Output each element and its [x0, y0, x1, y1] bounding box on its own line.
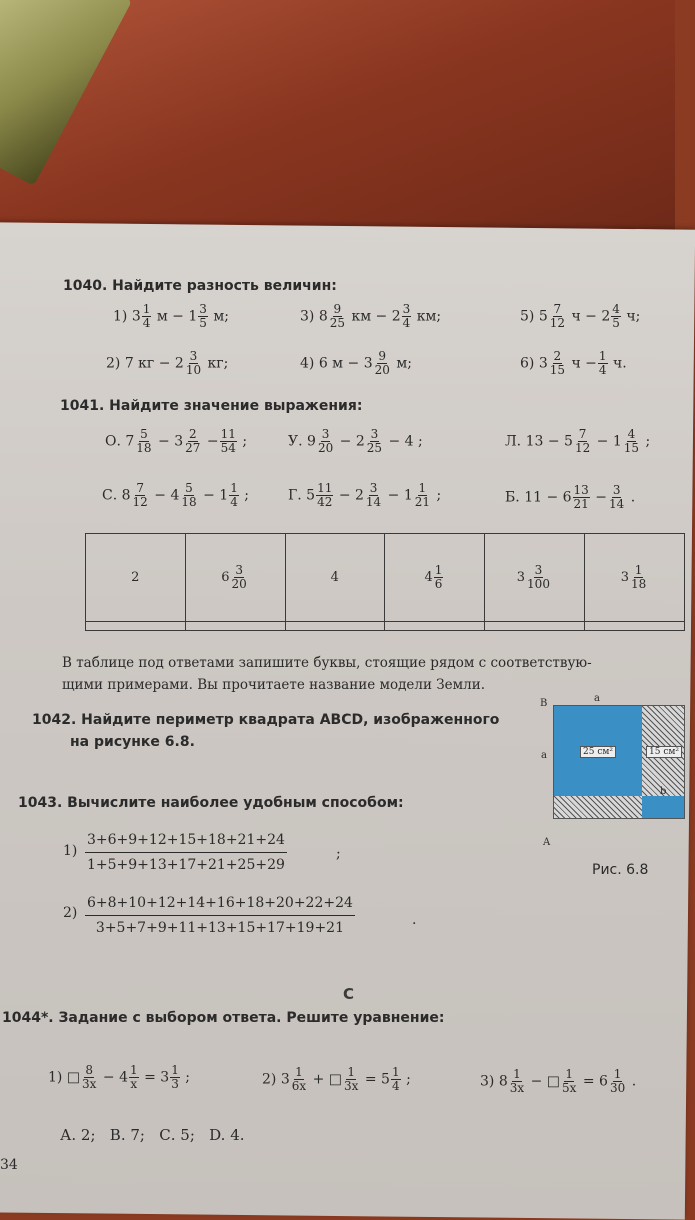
letter-row [86, 622, 685, 631]
task-1042-line-2: на рисунке 6.8. [70, 734, 195, 750]
area-label-small: 15 см² [646, 746, 682, 758]
letter-cell [86, 622, 186, 631]
task-1044-eq-2: 2) 3 $\frac{1}{6x}$ + □ $\frac{1}{3x}$ = 5 $\frac{1}{4}$ ; [262, 1065, 411, 1093]
task-1043-expr-2: 6+8+10+12+14+16+18+20+22+24 3+5+7+9+11+13+15+17+19+21 [87, 895, 353, 936]
answer-cell: 2 [86, 534, 186, 622]
area-label-big: 25 см² [580, 746, 616, 758]
task-1043-expr-1: 3+6+9+12+15+18+21+24 1+5+9+13+17+21+25+29 [87, 832, 285, 873]
section-letter: C [343, 985, 355, 1003]
page-number: 34 [0, 1157, 18, 1173]
task-1041-G: Г. 5 $\frac{11}{42}$ − 2 $\frac{3}{14}$ − 1 $\frac{1}{21}$ ; [288, 481, 442, 509]
answer-table [85, 533, 685, 631]
task-1044-answers: А. 2; В. 7; С. 5; D. 4. [60, 1126, 245, 1144]
letter-cell [385, 622, 485, 631]
answer-row [86, 534, 685, 622]
task-1043-post-2: . [412, 912, 417, 928]
answer-cell: 4 $\frac{1}{6}$ [385, 534, 485, 622]
figure-caption: Рис. 6.8 [592, 862, 649, 878]
task-1041-title: 1041. Найдите значение выражения: [60, 398, 363, 414]
figure-label-a-left: a [541, 750, 547, 761]
instruction-line-2: щими примерами. Вы прочитаете название модели Земли. [62, 677, 486, 693]
task-1040-item-6: 6) 3 $\frac{2}{15}$ ч − $\frac{1}{4}$ ч. [520, 349, 627, 377]
letter-cell [584, 622, 684, 631]
hatched-rect-bottom [554, 796, 642, 818]
task-1044-title: 1044*. Задание с выбором ответа. Решите уравнение: [2, 1010, 445, 1026]
figure-label-a-top: a [594, 693, 600, 704]
letter-cell [185, 622, 285, 631]
task-1042-line-1: 1042. Найдите периметр квадрата ABCD, изображенного [32, 712, 500, 728]
answer-cell: 3 $\frac{3}{100}$ [484, 534, 584, 622]
task-1043-label-1: 1) [63, 843, 78, 859]
task-1041-B: Б. 11 − 6 $\frac{13}{21}$ − $\frac{3}{14}$ . [505, 483, 636, 511]
answer-cell: 6 $\frac{3}{20}$ [185, 534, 285, 622]
figure-6-8 [553, 705, 685, 819]
task-1040-title: 1040. Найдите разность величин: [63, 278, 337, 294]
answer-cell: 4 [285, 534, 385, 622]
task-1041-S: С. 8 $\frac{7}{12}$ − 4 $\frac{5}{18}$ − 1 $\frac{1}{4}$ ; [102, 481, 249, 509]
figure-label-A: A [543, 837, 551, 848]
figure-label-b: b [660, 786, 667, 797]
task-1041-O: О. 7 $\frac{5}{18}$ − 3 $\frac{2}{27}$ − $\frac{11}{54}$ ; [105, 427, 248, 455]
task-1043-title: 1043. Вычислите наиболее удобным способом: [18, 795, 404, 811]
task-1044-eq-1: 1) □ $\frac{8}{3x}$ − 4 $\frac{1}{x}$ = 3 $\frac{1}{3}$ ; [48, 1063, 190, 1091]
task-1041-U: У. 9 $\frac{3}{20}$ − 2 $\frac{3}{25}$ − 4 ; [288, 427, 423, 455]
letter-cell [484, 622, 584, 631]
instruction-line-1: В таблице под ответами запишите буквы, стоящие рядом с соответствую- [62, 655, 592, 671]
task-1040-item-1: 1) 3 $\frac{1}{4}$ м − 1 $\frac{3}{5}$ м; [113, 302, 229, 330]
letter-cell [285, 622, 385, 631]
small-square [642, 796, 684, 818]
task-1043-post-1: ; [336, 846, 341, 862]
task-1040-item-2: 2) 7 кг − 2 $\frac{3}{10}$ кг; [106, 349, 229, 377]
figure-label-B: B [540, 698, 548, 709]
answer-cell: 3 $\frac{1}{18}$ [584, 534, 684, 622]
task-1040-item-3: 3) 8 $\frac{9}{25}$ км − 2 $\frac{3}{4}$ км; [300, 302, 442, 330]
task-1041-L: Л. 13 − 5 $\frac{7}{12}$ − 1 $\frac{4}{15}$ ; [505, 427, 651, 455]
task-1040-item-5: 5) 5 $\frac{7}{12}$ ч − 2 $\frac{4}{5}$ ч; [520, 302, 641, 330]
task-1044-eq-3: 3) 8 $\frac{1}{3x}$ − □ $\frac{1}{5x}$ = 6 $\frac{1}{30}$ . [480, 1067, 637, 1095]
task-1043-label-2: 2) [63, 905, 78, 921]
task-1040-item-4: 4) 6 м − 3 $\frac{9}{20}$ м; [300, 349, 412, 377]
